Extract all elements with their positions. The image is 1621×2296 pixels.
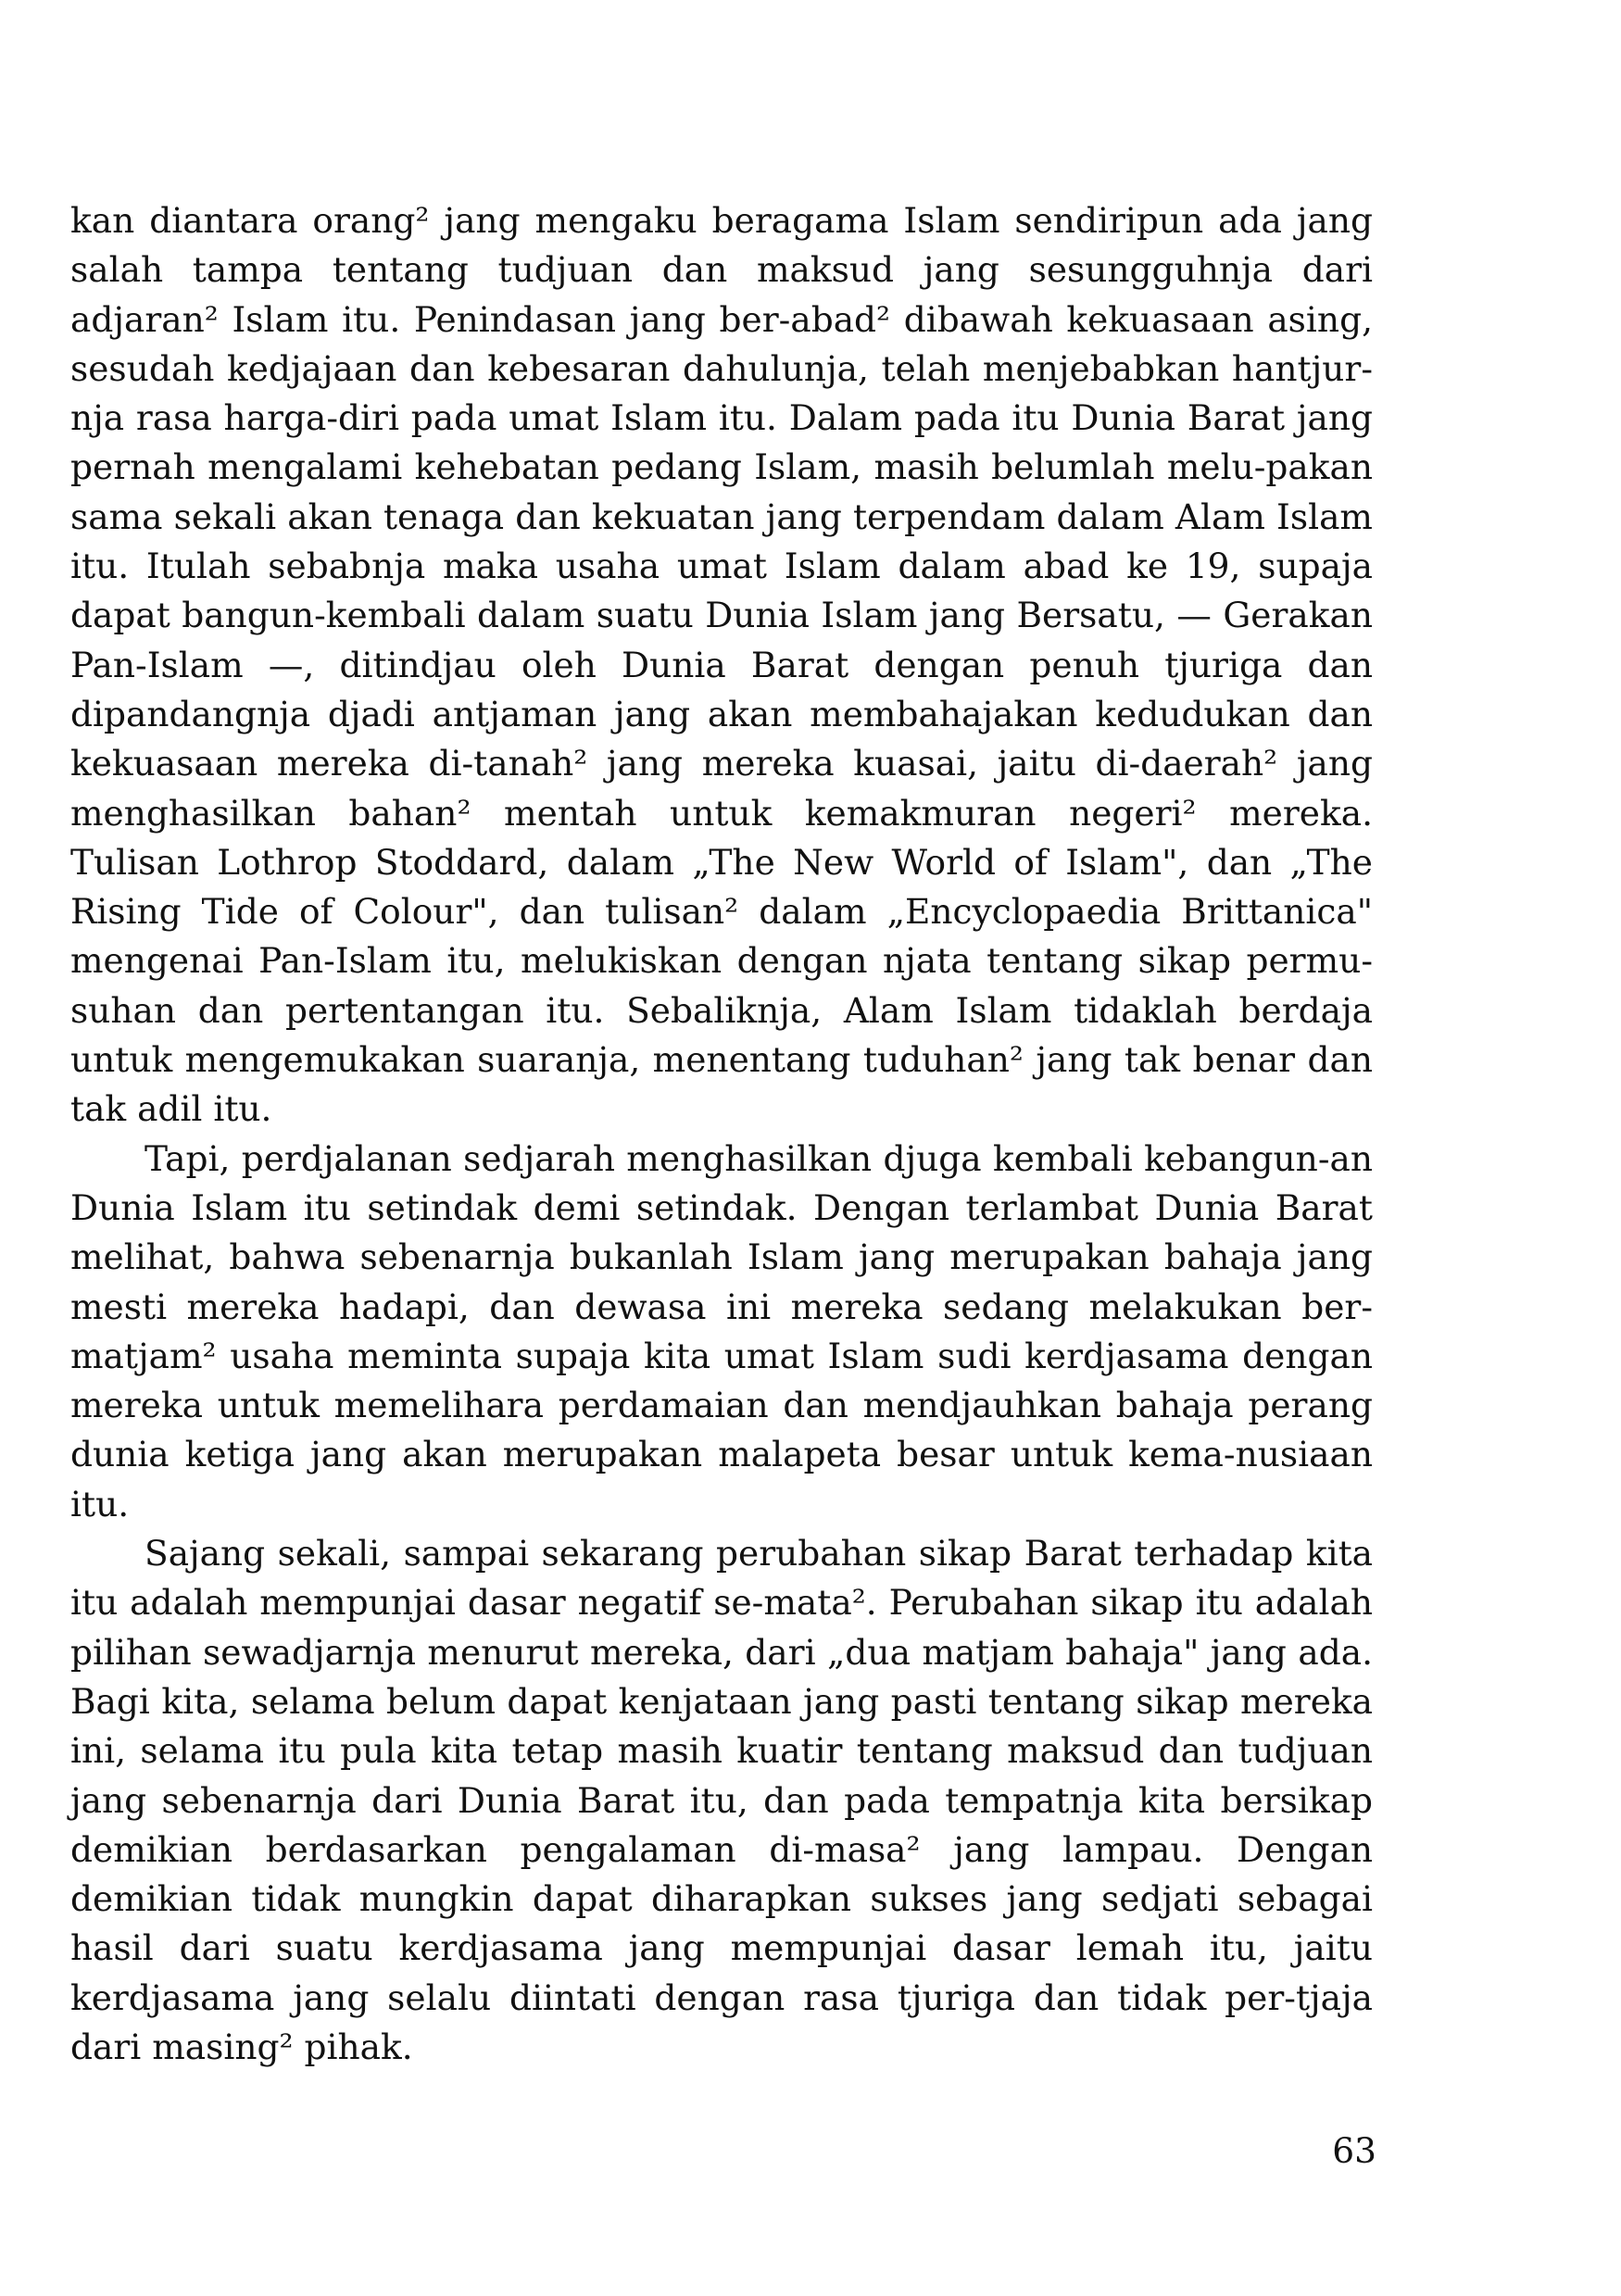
paragraph-2: Tapi, perdjalanan sedjarah menghasilkan djuga kembali kebangun-an Dunia Islam itu setindak demi setindak. Dengan terlambat Dunia Barat melihat, bahwa sebenarnja bukanlah Islam jang merupakan bahaja jang mesti mereka hadapi, dan dewasa ini mereka sedang melakukan ber-matjam² usaha meminta supaja kita umat Islam sudi kerdjasama dengan mereka untuk memelihara perdamaian dan mendjauhkan bahaja perang dunia ketiga jang akan merupakan malapeta besar untuk kema-nusiaan itu. bbox=[70, 1137, 1373, 1524]
paragraph-1: kan diantara orang² jang mengaku beragama Islam sendiripun ada jang salah tampa tentang tudjuan dan maksud jang sesungguhnja dari adjaran² Islam itu. Penindasan jang ber-abad² dibawah kekuasaan asing, sesudah kedjajaan dan kebesaran dahulunja, telah menjebabkan hantjur-nja rasa harga-diri pada umat Islam itu. Dalam pada itu Dunia Barat jang pernah mengalami kehebatan pedang Islam, masih belumlah melu-pakan sama sekali akan tenaga dan kekuatan jang terpendam dalam Alam Islam itu. Itulah sebabnja maka usaha umat Islam dalam abad ke 19, supaja dapat bangun-kembali dalam suatu Dunia Islam jang Bersatu, — Gerakan Pan-Islam —, ditindjau oleh Dunia Barat dengan penuh tjuriga dan dipandangnja djadi antjaman jang akan membahajakan kedudukan dan kekuasaan mereka di-tanah² jang mereka kuasai, jaitu di-daerah² jang menghasilkan bahan² mentah untuk kemakmuran negeri² mereka. Tulisan Lothrop Stoddard, dalam „The New World of Islam", dan „The Rising Tide of Colour", dan tulisan² dalam „Encyclopaedia Brittanica" mengenai Pan-Islam itu, melukiskan dengan njata tentang sikap permu-suhan dan pertentangan itu. Sebaliknja, Alam Islam tidaklah berdaja untuk mengemukakan suaranja, menentang tuduhan² jang tak benar dan tak adil itu. bbox=[70, 200, 1373, 1130]
paragraph-3: Sajang sekali, sampai sekarang perubahan sikap Barat terhadap kita itu adalah mempunjai dasar negatif se-mata². Perubahan sikap itu adalah pilihan sewadjarnja menurut mereka, dari „dua matjam bahaja" jang ada. Bagi kita, selama belum dapat kenjataan jang pasti tentang sikap mereka ini, selama itu pula kita tetap masih kuatir tentang maksud dan tudjuan jang sebenarnja dari Dunia Barat itu, dan pada tempatnja kita bersikap demikian berdasarkan pengalaman di-masa² jang lampau. Dengan demikian tidak mungkin dapat diharapkan sukses jang sedjati sebagai hasil dari suatu kerdjasama jang mempunjai dasar lemah itu, jaitu kerdjasama jang selalu diintati dengan rasa tjuriga dan tidak per-tjaja dari masing² pihak. bbox=[70, 1533, 1373, 2067]
body-text bbox=[70, 196, 1373, 2072]
page-number: 63 bbox=[1332, 2130, 1376, 2171]
